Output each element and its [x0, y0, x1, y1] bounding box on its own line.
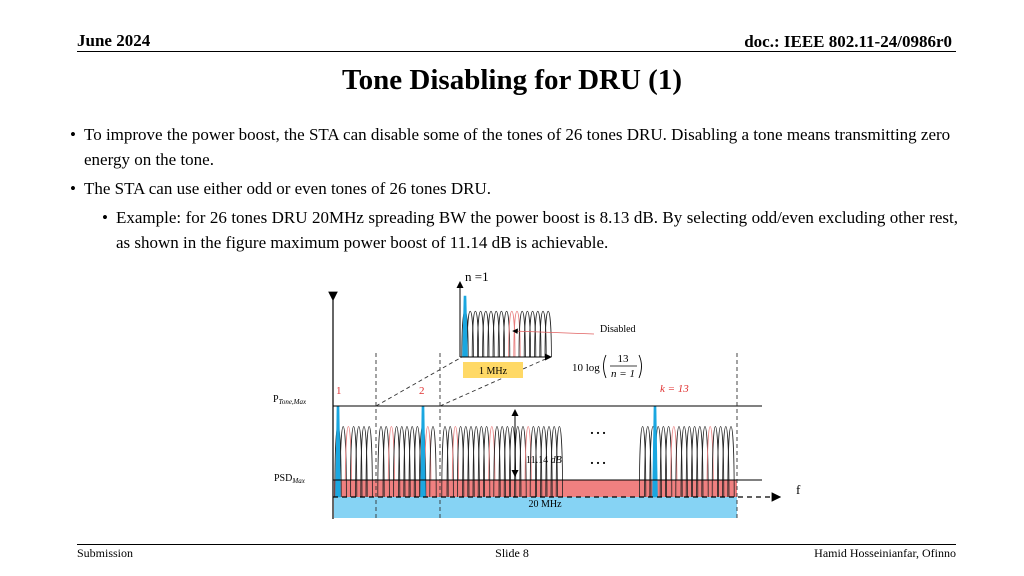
- active-tone: [336, 406, 341, 497]
- ellipsis-top: …: [589, 418, 607, 438]
- zoom-tones: [462, 296, 552, 357]
- bullet-item: • To improve the power boost, the STA can disable some of the tones of 26 tones DRU. Disabling a tone means transmitting zero energy on the tone.: [68, 122, 958, 172]
- bw-label: 20 MHz: [528, 499, 562, 510]
- formula-numerator: 13: [617, 353, 629, 365]
- active-tone: [463, 296, 468, 357]
- header-doc-id: doc.: IEEE 802.11-24/0986r0: [744, 32, 952, 51]
- ptone-max-label: $P_{Tone,Max}$: [273, 394, 307, 406]
- header-date: June 2024: [77, 31, 151, 50]
- footer-submission: Submission: [77, 546, 134, 560]
- disabled-label: Disabled: [600, 324, 636, 335]
- zoom-label: n =1: [465, 269, 489, 284]
- psd-max-label: $PSD_{Max}$: [274, 473, 305, 485]
- formula-denominator: n = 1: [611, 368, 635, 380]
- mhz-label: 1 MHz: [478, 366, 508, 377]
- footer-slide-number: Slide 8: [495, 546, 529, 560]
- active-tone: [421, 406, 426, 497]
- tone-label-1: 1: [336, 385, 342, 397]
- formula-paren-left: [604, 355, 607, 378]
- slide-title: Tone Disabling for DRU (1): [342, 64, 682, 96]
- ellipsis-bottom: …: [589, 448, 607, 468]
- freq-label: f: [796, 482, 801, 497]
- footer-rule: [77, 544, 956, 545]
- formula-paren-right: [639, 355, 642, 378]
- formula-prefix: 10 log: [572, 362, 600, 374]
- footer-author: Hamid Hosseinianfar, Ofinno: [814, 546, 956, 560]
- zoom-connector: [376, 357, 462, 406]
- gain-label: 11.14 dB: [526, 455, 562, 466]
- sub-bullet-item: • Example: for 26 tones DRU 20MHz spreading BW the power boost is 8.13 dB. By selecting odd/even excluding other rest, as shown in the figure maximum power boost of 11.14 dB is achievable.: [68, 205, 958, 255]
- tone-label-2: 2: [419, 385, 425, 397]
- tone-label-k: k = 13: [660, 383, 689, 395]
- active-tone: [653, 406, 658, 497]
- bullet-item: • The STA can use either odd or even tones of 26 tones DRU.: [68, 176, 958, 201]
